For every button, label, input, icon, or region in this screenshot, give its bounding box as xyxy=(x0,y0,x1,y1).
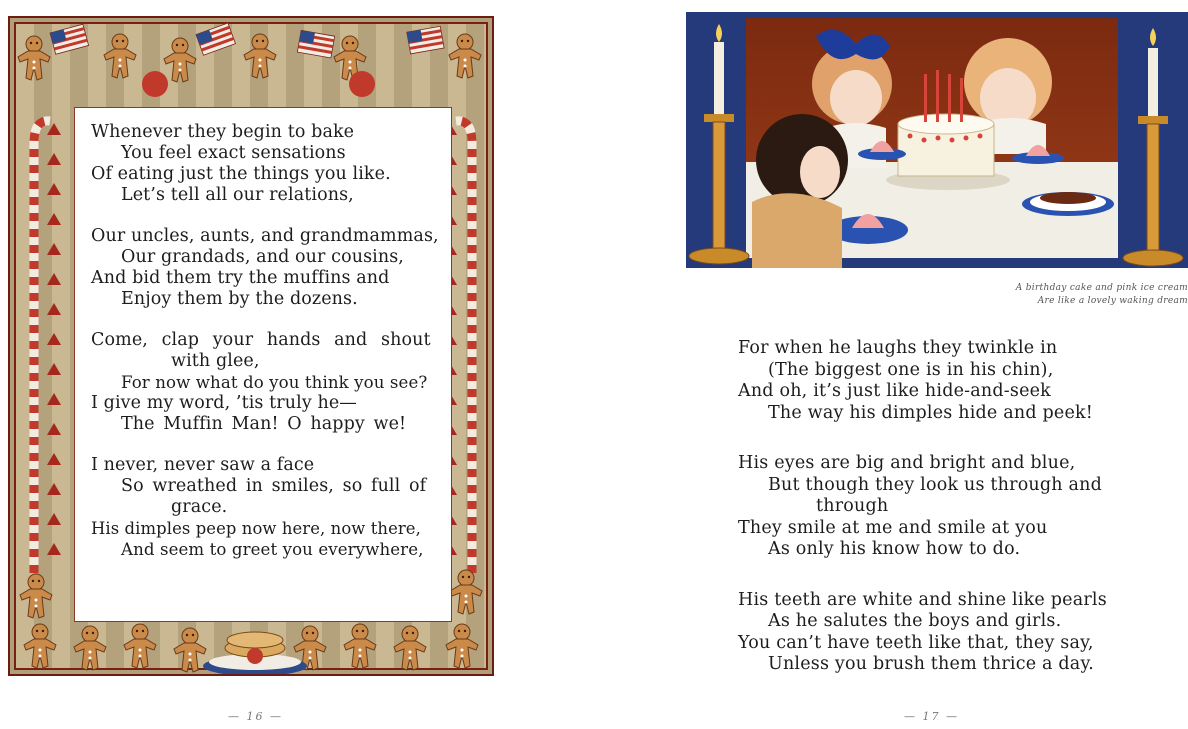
poem-text-panel-left xyxy=(74,107,452,622)
right-page xyxy=(594,0,1188,729)
poem-line: But though they look us through and xyxy=(768,474,1103,495)
poem-line: As only his know how to do. xyxy=(768,539,1021,559)
poem-line: So wreathed in smiles, so full of xyxy=(121,476,427,496)
poem-line: I never, never saw a face xyxy=(91,455,315,475)
stanza-2 xyxy=(91,226,437,310)
poem-line: Of eating just the things you like. xyxy=(91,164,391,184)
poem-line: Come, clap your hands and shout xyxy=(91,330,431,350)
stanza-5 xyxy=(738,338,1158,424)
birthday-cake-illustration xyxy=(686,12,1188,268)
stanza-3 xyxy=(91,330,437,435)
poem-line: Whenever they begin to bake xyxy=(91,122,355,142)
illustration-scene xyxy=(686,12,1188,268)
poem-line: Our uncles, aunts, and grandmammas, xyxy=(91,226,439,246)
stanza-7 xyxy=(738,590,1158,676)
poem-line: His eyes are big and bright and blue, xyxy=(738,453,1076,473)
poem-line: For now what do you think you see? xyxy=(121,373,428,392)
poem-line: For when he laughs they twinkle in xyxy=(738,338,1058,358)
page-number-left: — 16 — xyxy=(228,710,283,723)
poem-line: And oh, it’s just like hide-and-seek xyxy=(738,381,1051,401)
poem-line: I give my word, ’tis truly he— xyxy=(91,393,357,413)
poem-text-right xyxy=(738,338,1158,705)
poem-line: Enjoy them by the dozens. xyxy=(121,289,358,309)
poem-line: Unless you brush them thrice a day. xyxy=(768,654,1094,674)
poem-line: You feel exact sensations xyxy=(121,143,346,163)
poem-line: And seem to greet you everywhere, xyxy=(121,540,424,559)
poem-line: grace. xyxy=(171,497,228,517)
poem-line: They smile at me and smile at you xyxy=(738,517,1048,538)
caption-line: Are like a lovely waking dream xyxy=(1037,296,1188,306)
stanza-6 xyxy=(738,453,1158,561)
poem-line: (The biggest one is in his chin), xyxy=(768,359,1054,380)
caption-line: A birthday cake and pink ice cream xyxy=(1015,283,1188,293)
stanza-1 xyxy=(91,122,437,206)
poem-line: with glee, xyxy=(171,351,260,371)
poem-line: And bid them try the muffins and xyxy=(91,268,390,288)
poem-line: As he salutes the boys and girls. xyxy=(768,611,1062,631)
poem-line: The way his dimples hide and peek! xyxy=(768,402,1094,423)
poem-line: You can’t have teeth like that, they say, xyxy=(738,632,1094,653)
poem-line: Let’s tell all our relations, xyxy=(121,185,354,205)
stanza-4 xyxy=(91,455,437,560)
poem-line: His teeth are white and shine like pearls xyxy=(738,589,1107,610)
illustration-caption xyxy=(1016,282,1188,308)
gingerbread-men-top-row xyxy=(10,18,494,108)
candy-drops-left xyxy=(42,113,66,583)
poem-line: The Muffin Man! O happy we! xyxy=(121,414,407,434)
poem-line: through xyxy=(816,496,889,516)
page-number-right: — 17 — xyxy=(904,710,959,723)
poem-line: His dimples peep now here, now there, xyxy=(91,519,421,538)
poem-line: Our grandads, and our cousins, xyxy=(121,247,404,267)
gingerbread-border xyxy=(8,16,494,676)
